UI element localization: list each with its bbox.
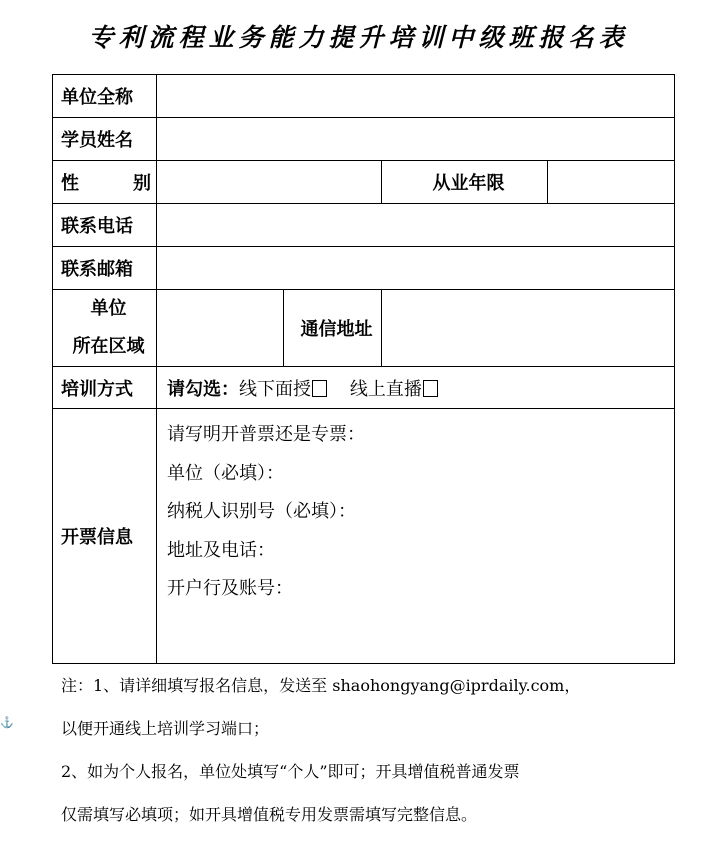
note-line: 仅需填写必填项；如开具增值税专用发票需填写完整信息。: [61, 805, 478, 824]
unit-region-label-line1: 单位: [90, 298, 127, 319]
invoice-info-field[interactable]: [157, 409, 675, 664]
unit-region-label-line2: 所在区域: [72, 336, 145, 357]
phone-label: 联系电话: [53, 204, 157, 247]
invoice-line: 开户行及账号：: [167, 578, 293, 599]
registration-form-table: [52, 74, 675, 664]
online-checkbox[interactable]: [423, 380, 438, 397]
email-field[interactable]: [157, 247, 675, 290]
gender-field[interactable]: [157, 161, 382, 204]
student-name-field[interactable]: [157, 118, 675, 161]
training-method-options: [157, 367, 675, 409]
invoice-line: 纳税人识别号（必填）：: [167, 501, 356, 522]
invoice-info-label: 开票信息: [53, 409, 157, 664]
mailing-address-label: 通信地址: [284, 290, 382, 367]
years-in-industry-field[interactable]: [548, 161, 675, 204]
phone-field[interactable]: [157, 204, 675, 247]
option-offline-label: 线下面授: [239, 378, 311, 400]
years-in-industry-label: 从业年限: [382, 161, 548, 204]
option-online-label: 线上直播: [349, 378, 422, 400]
note-line: 注：1、请详细填写报名信息，发送至 shaohongyang@iprdaily.com，: [61, 676, 581, 695]
note-line: 以便开通线上培训学习端口；: [61, 719, 270, 738]
form-title: 专利流程业务能力提升培训中级班报名表: [88, 23, 629, 52]
unit-region-label: [53, 290, 157, 367]
unit-full-name-field[interactable]: [157, 75, 675, 118]
email-label: 联系邮箱: [53, 247, 157, 290]
paragraph-anchor-icon: ⚓: [0, 716, 14, 729]
notes-section: [61, 671, 701, 843]
unit-full-name-label: 单位全称: [53, 75, 157, 118]
student-name-label: 学员姓名: [53, 118, 157, 161]
invoice-line: 请写明开普票还是专票：: [167, 424, 365, 445]
training-method-label: 培训方式: [53, 367, 157, 409]
offline-checkbox[interactable]: [312, 380, 327, 397]
gender-label-char2: 别: [133, 173, 151, 194]
gender-label: [53, 161, 157, 204]
invoice-line: 地址及电话：: [167, 539, 275, 561]
gender-label-char1: 性: [61, 173, 79, 194]
unit-region-field[interactable]: [157, 290, 284, 367]
note-line: 2、如为个人报名，单位处填写“个人”即可；开具增值税普通发票: [61, 762, 520, 781]
mailing-address-field[interactable]: [382, 290, 675, 367]
invoice-line: 单位（必填）：: [167, 462, 284, 484]
training-prompt: 请勾选：: [167, 378, 239, 400]
